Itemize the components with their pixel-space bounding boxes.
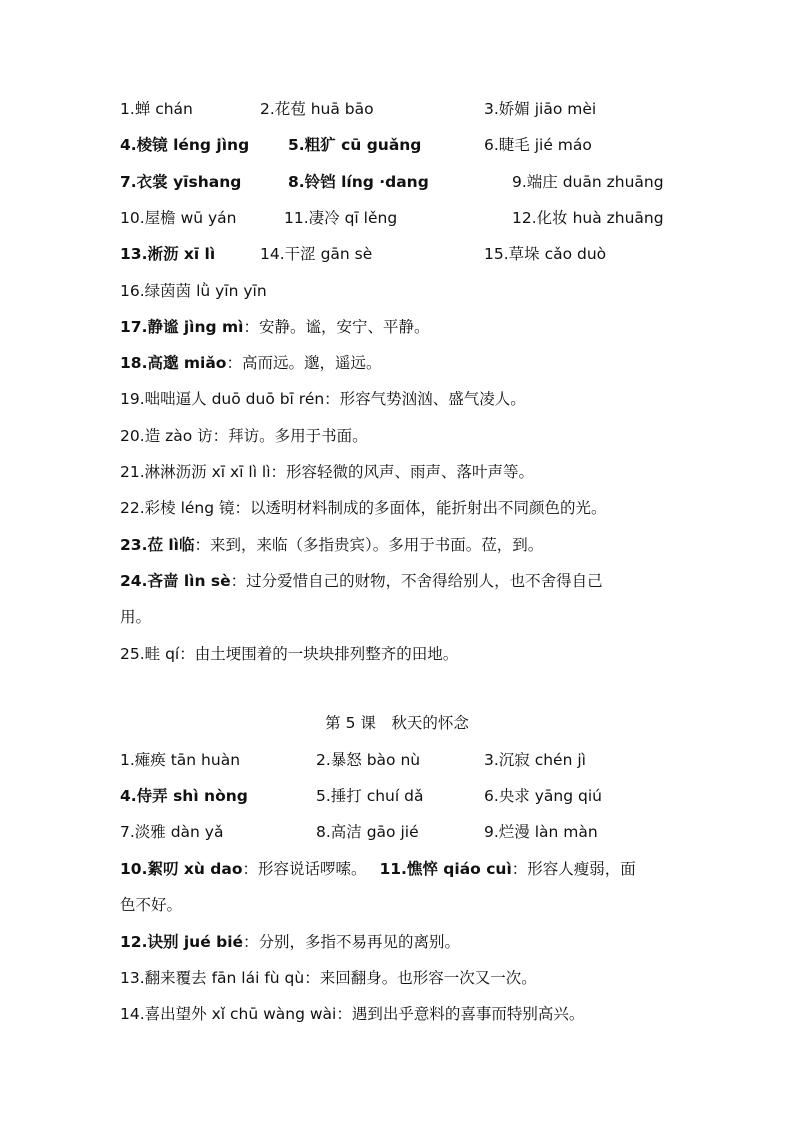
definition-item <box>120 535 543 555</box>
term: 17.静谧 jìng mì <box>120 318 244 336</box>
term: 24.吝啬 lìn sè <box>120 572 231 590</box>
vocab-item: 7.衣裳 yīshang <box>120 173 242 191</box>
vocab-item: 1.瘫痪 tān huàn <box>120 751 241 769</box>
vocab-item: 4.侍弄 shì nòng <box>120 787 248 805</box>
definition-continuation: 用。 <box>120 608 152 626</box>
vocab-item: 10.屋檐 wū yán <box>120 209 237 227</box>
vocab-item: 15.草垛 cǎo duò <box>484 245 607 263</box>
definition: ：来到，来临（多指贵宾）。多用于书面。莅，到。 <box>194 536 544 554</box>
vocab-item: 2.暴怒 bào nù <box>316 751 421 769</box>
definition-continuation: 色不好。 <box>120 896 183 914</box>
term: 18.高邈 miǎo <box>120 354 227 372</box>
vocab-item: 13.淅沥 xī lì <box>120 245 216 263</box>
definition: ：分别，多指不易再见的离别。 <box>243 933 461 951</box>
definition-item <box>120 859 636 879</box>
definition-item: 25.畦 qí：由土埂围着的一块块排列整齐的田地。 <box>120 645 459 663</box>
vocab-item: 14.干涩 gān sè <box>260 245 373 263</box>
vocab-item: 8.高洁 gāo jié <box>316 823 419 841</box>
vocab-item: 4.棱镜 léng jìng <box>120 136 250 154</box>
definition-item <box>120 932 460 952</box>
vocab-item: 16.绿茵茵 lǜ yīn yīn <box>120 282 267 300</box>
definition: ：形容人瘦弱，面 <box>511 860 636 878</box>
vocab-item: 12.化妆 huà zhuāng <box>512 209 664 227</box>
term: 12.诀别 jué bié <box>120 933 244 951</box>
definition: ：形容说话啰嗦。 <box>242 860 367 878</box>
vocab-item: 1.蝉 chán <box>120 100 193 118</box>
vocab-item: 3.沉寂 chén jì <box>484 751 586 769</box>
vocab-item: 6.睫毛 jié máo <box>484 136 592 154</box>
definition-item <box>120 571 603 591</box>
vocab-item: 9.端庄 duān zhuāng <box>512 173 664 191</box>
definition-item <box>120 317 430 337</box>
vocab-item: 8.铃铛 líng ·dang <box>288 173 429 191</box>
definition: ：过分爱惜自己的财物，不舍得给别人，也不舍得自己 <box>230 572 603 590</box>
definition-item: 22.彩棱 léng 镜：以透明材料制成的多面体，能折射出不同颜色的光。 <box>120 499 607 517</box>
term: 10.絮叨 xù dao <box>120 860 243 878</box>
lesson-title: 第 5 课 秋天的怀念 <box>325 714 469 732</box>
definition-item <box>120 353 381 373</box>
vocab-item: 11.凄冷 qī lěng <box>284 209 398 227</box>
vocab-item: 7.淡雅 dàn yǎ <box>120 823 224 841</box>
definition-item: 19.咄咄逼人 duō duō bī rén：形容气势汹汹、盛气凌人。 <box>120 390 526 408</box>
definition-item: 21.淋淋沥沥 xī xī lì lì：形容轻微的风声、雨声、落叶声等。 <box>120 463 535 481</box>
vocab-item: 3.娇媚 jiāo mèi <box>484 100 597 118</box>
vocab-item: 9.烂漫 làn màn <box>484 823 598 841</box>
definition: ：安静。谧，安宁、平静。 <box>243 318 430 336</box>
vocab-item: 5.捶打 chuí dǎ <box>316 787 424 805</box>
term: 23.莅 lì临 <box>120 536 195 554</box>
vocab-item: 2.花苞 huā bāo <box>260 100 374 118</box>
definition-item: 13.翻来覆去 fān lái fù qù：来回翻身。也形容一次又一次。 <box>120 969 537 987</box>
vocab-item: 5.粗犷 cū guǎng <box>288 136 422 154</box>
vocab-item: 6.央求 yāng qiú <box>484 787 602 805</box>
definition-item: 20.造 zào 访：拜访。多用于书面。 <box>120 427 368 445</box>
definition: ：高而远。邈，遥远。 <box>226 354 382 372</box>
term: 11.憔悴 qiáo cuì <box>379 860 512 878</box>
definition-item: 14.喜出望外 xǐ chū wàng wài：遇到出乎意料的喜事而特别高兴。 <box>120 1005 585 1023</box>
